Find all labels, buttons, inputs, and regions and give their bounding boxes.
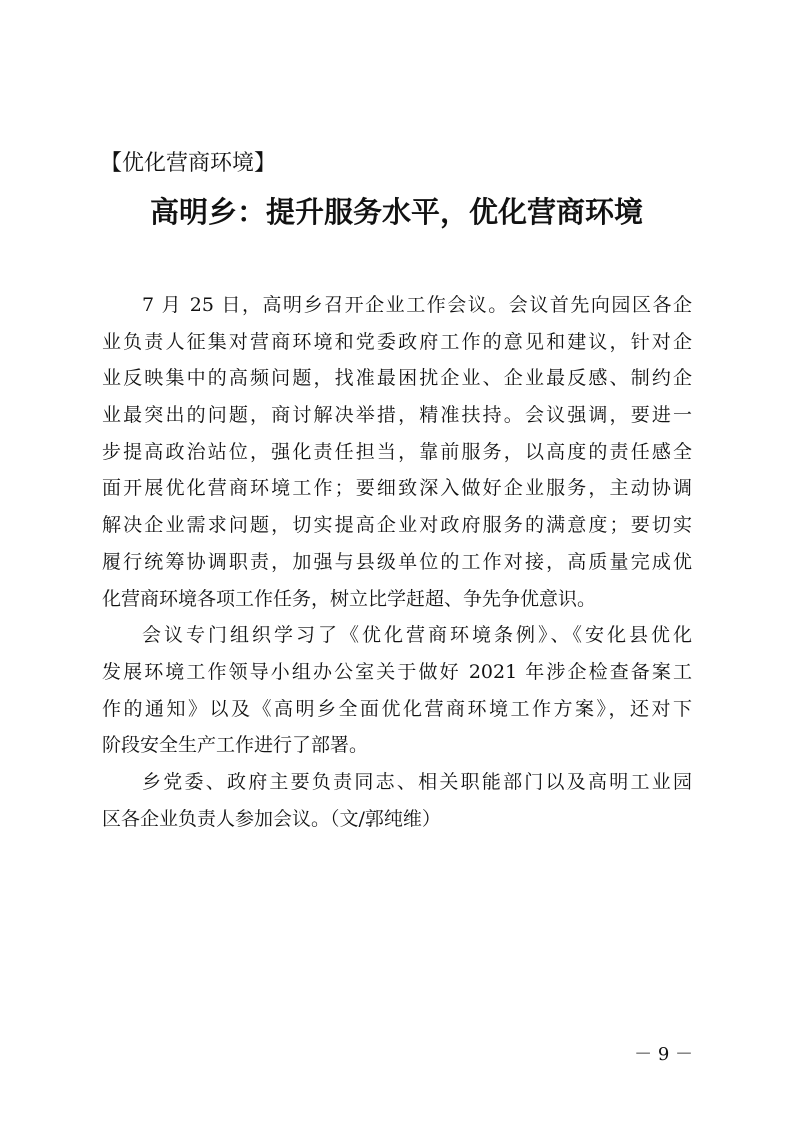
- text-line: 发展环境工作领导小组办公室关于做好 2021 年涉企检查备案工: [102, 660, 692, 683]
- text-line: 化营商环境各项工作任务，树立比学赶超、争先争优意识。: [102, 587, 597, 610]
- text-line: 区各企业负责人参加会议。（文/郭纯维）: [102, 807, 441, 830]
- text-line: 7 月 25 日，高明乡召开企业工作会议。会议首先向园区各企: [142, 294, 692, 316]
- text-line: 步提高政治站位，强化责任担当，靠前服务，以高度的责任感全: [102, 440, 692, 463]
- text-line: 阶段安全生产工作进行了部署。: [102, 734, 369, 757]
- section-tag: 【优化营商环境】: [100, 151, 277, 176]
- text-line: 解决企业需求问题，切实提高企业对政府服务的满意度；要切实: [102, 514, 692, 537]
- text-line: 业负责人征集对营商环境和党委政府工作的意见和建议，针对企: [102, 330, 692, 353]
- text-line: 会议专门组织学习了《优化营商环境条例》、《安化县优化: [142, 624, 692, 647]
- text-line: 作的通知》以及《高明乡全面优化营商环境工作方案》，还对下: [102, 697, 692, 720]
- text-line: 履行统筹协调职责，加强与县级单位的工作对接，高质量完成优: [102, 550, 692, 573]
- text-line: 乡党委、政府主要负责同志、相关职能部门以及高明工业园: [142, 770, 692, 793]
- text-line: 面开展优化营商环境工作；要细致深入做好企业服务，主动协调: [102, 477, 692, 500]
- paragraph: [102, 764, 692, 837]
- article-body: [102, 287, 692, 837]
- paragraph: [102, 617, 692, 764]
- paragraph: [102, 287, 692, 617]
- page-number: － 9 －: [634, 1044, 693, 1065]
- text-line: 业最突出的问题，商讨解决举措，精准扶持。会议强调，要进一: [102, 404, 692, 427]
- text-line: 业反映集中的高频问题，找准最困扰企业、企业最反感、制约企: [102, 367, 692, 390]
- page-title: 高明乡：提升服务水平，优化营商环境: [149, 195, 643, 229]
